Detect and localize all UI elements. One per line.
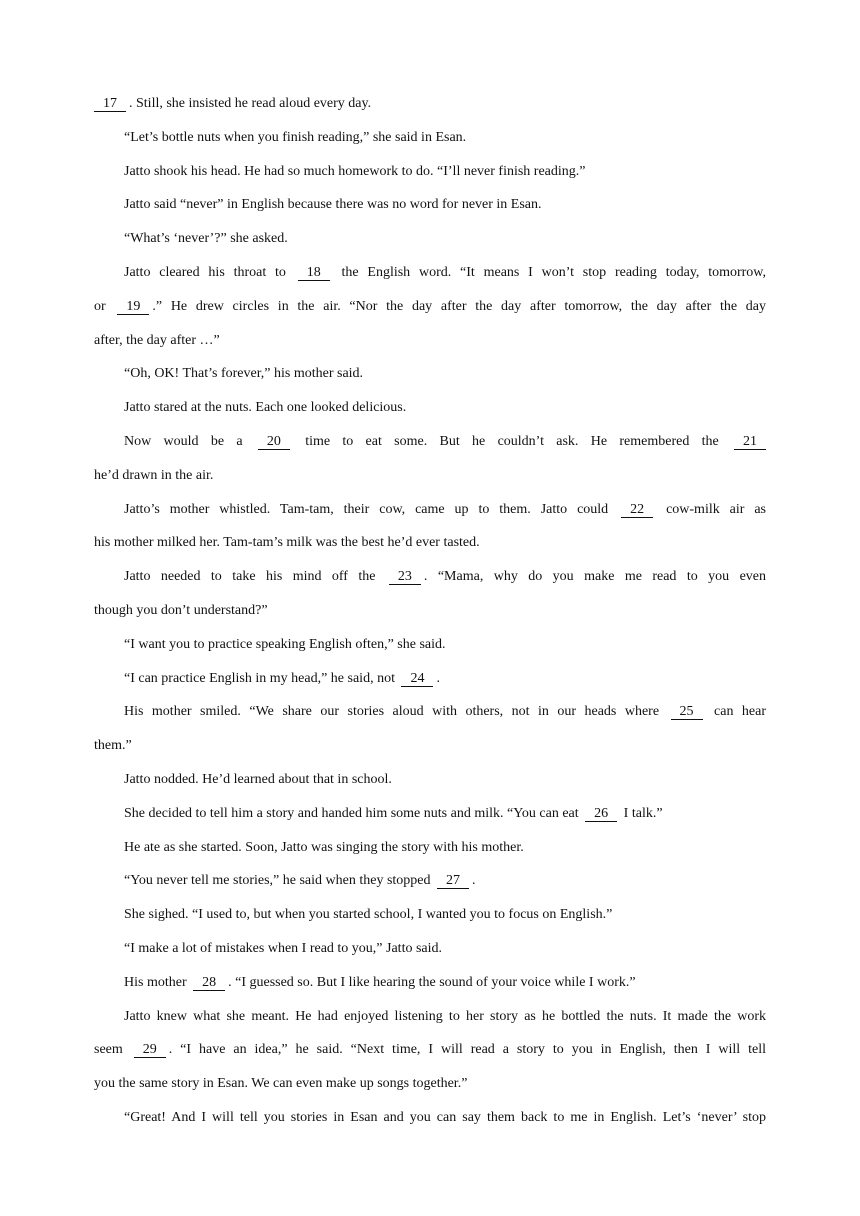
- passage-line: 17 . Still, she insisted he read aloud every day.: [94, 87, 766, 121]
- passage-line: Jatto nodded. He’d learned about that in school.: [124, 771, 392, 787]
- passage-line: Jatto shook his head. He had so much homework to do. “I’ll never finish reading.”: [124, 163, 586, 179]
- blank-18: 18: [298, 265, 330, 281]
- passage-line: His mother smiled. “We share our stories aloud with others, not in our heads where 25 can hear: [124, 704, 767, 720]
- blank-20: 20: [258, 434, 290, 450]
- passage-line: them.”: [94, 738, 132, 754]
- passage-line: or 19 .” He drew circles in the air. “Nor the day after the day after tomorrow, the day after the day: [94, 298, 766, 314]
- blank-21: 21: [734, 434, 766, 450]
- blank-29: 29: [134, 1042, 166, 1058]
- passage-line: “Oh, OK! That’s forever,” his mother said.: [124, 366, 364, 382]
- passage-line: “I can practice English in my head,” he said, not 24 .: [124, 670, 440, 686]
- passage-line: “You never tell me stories,” he said when they stopped 27 .: [124, 873, 476, 889]
- passage-line: Jatto needed to take his mind off the 23 . “Mama, why do you make me read to you even: [124, 569, 766, 585]
- passage-line: “I want you to practice speaking English often,” she said.: [124, 636, 446, 652]
- passage-line: Jatto said “never” in English because there was no word for never in Esan.: [124, 197, 542, 213]
- passage-line: “Great! And I will tell you stories in Esan and you can say them back to me in English. Let’s ‘never’ stop: [124, 1109, 766, 1125]
- passage-line: after, the day after …”: [94, 332, 220, 348]
- passage-line: Jatto’s mother whistled. Tam-tam, their cow, came up to them. Jatto could 22 cow-milk air as: [124, 501, 766, 517]
- blank-27: 27: [437, 873, 469, 889]
- passage-line: though you don’t understand?”: [94, 602, 268, 618]
- passage-line: She decided to tell him a story and handed him some nuts and milk. “You can eat 26 I talk.”: [124, 805, 663, 821]
- passage-text: [94, 87, 766, 1135]
- passage-line: seem 29 . “I have an idea,” he said. “Next time, I will read a story to you in English, then I will tell: [94, 1042, 767, 1058]
- blank-22: 22: [621, 502, 653, 518]
- passage-line: “What’s ‘never’?” she asked.: [124, 231, 288, 247]
- passage-line: Jatto stared at the nuts. Each one looked delicious.: [124, 400, 407, 416]
- passage-line: his mother milked her. Tam-tam’s milk was the best he’d ever tasted.: [94, 535, 480, 551]
- blank-25: 25: [671, 704, 703, 720]
- passage-line: “Let’s bottle nuts when you finish reading,” she said in Esan.: [124, 129, 467, 145]
- passage-line: Now would be a 20 time to eat some. But he couldn’t ask. He remembered the 21: [94, 425, 766, 459]
- blank-17: 17: [94, 96, 126, 112]
- passage-line: She sighed. “I used to, but when you started school, I wanted you to focus on English.”: [124, 907, 613, 923]
- passage-line: His mother 28 . “I guessed so. But I like hearing the sound of your voice while I work.”: [124, 974, 636, 990]
- blank-26: 26: [585, 806, 617, 822]
- passage-line: Jatto cleared his throat to 18 the English word. “It means I won’t stop reading today, tomorrow,: [124, 264, 767, 280]
- passage-line: you the same story in Esan. We can even make up songs together.”: [94, 1076, 468, 1092]
- blank-19: 19: [117, 299, 149, 315]
- blank-24: 24: [401, 671, 433, 687]
- passage-line: He ate as she started. Soon, Jatto was singing the story with his mother.: [124, 839, 524, 855]
- blank-28: 28: [193, 975, 225, 991]
- passage-line: he’d drawn in the air.: [94, 467, 214, 483]
- passage-line: Jatto knew what she meant. He had enjoyed listening to her story as he bottled the nuts. It made the work: [124, 1008, 766, 1024]
- blank-23: 23: [389, 569, 421, 585]
- passage-line: “I make a lot of mistakes when I read to you,” Jatto said.: [124, 940, 443, 956]
